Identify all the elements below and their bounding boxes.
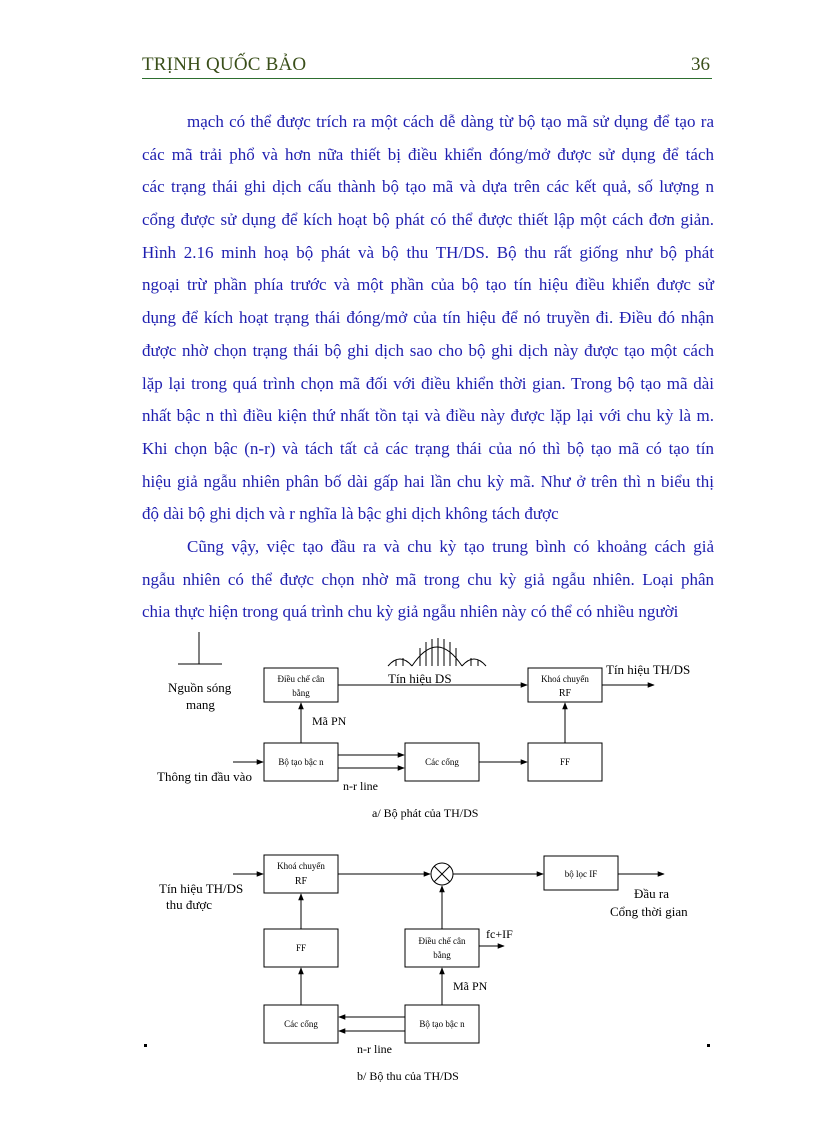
- tx-source-label: Nguồn sóng: [168, 680, 232, 695]
- text-line: Cũng vậy, việc tạo đầu ra và chu kỳ tạo trung bình có khoảng cách giả: [187, 536, 714, 556]
- text-line: ngẫu nhiên có thể được chọn nhờ mã trong chu kỳ giả ngẫu nhiên. Loại phân: [142, 569, 714, 589]
- text-line: hiệu giả ngẫu nhiên phân bố dài gấp hai lần chu kỳ mã. Như ở trên thì n biểu thị: [142, 471, 714, 491]
- transmitter-diagram: [178, 632, 654, 781]
- rx-modulator-label: Điều chế cân: [418, 936, 466, 946]
- page-number: 36: [691, 54, 710, 75]
- rx-output-label: Cổng thời gian: [610, 904, 688, 919]
- text-line: chia thực hiện trong quá trình chu kỳ giả ngẫu nhiên này có thể có nhiều người: [142, 602, 679, 622]
- rx-pn-code-label: Mã PN: [453, 979, 488, 993]
- tx-ds-signal-label: Tín hiệu DS: [388, 671, 452, 686]
- tx-ff-label: FF: [559, 757, 571, 767]
- rx-gates-label: Các cổng: [284, 1019, 318, 1029]
- text-line: ngoại trừ phần phía trước và một phần của bộ tạo tín hiệu điều khiển được sử: [142, 275, 714, 295]
- rx-rf-switch-label: RF: [294, 876, 308, 887]
- rx-if-filter-label: bộ lọc IF: [564, 869, 598, 879]
- tx-input-label: Thông tin đầu vào: [157, 769, 252, 784]
- rx-modulator-label: bằng: [433, 950, 451, 960]
- text-line: lặp lại trong quá trình chọn mã đối với điều khiển thời gian. Trong bộ tạo mã dài: [142, 373, 714, 393]
- rx-input-label: Tín hiệu TH/DS: [159, 881, 244, 896]
- margin-dot: [144, 1044, 147, 1047]
- tx-nr-line-label: n-r line: [343, 779, 378, 793]
- rx-ff-label: FF: [295, 943, 307, 953]
- ds-spectrum-icon: [388, 638, 486, 666]
- text-line: cổng được sử dụng để kích hoạt bộ phát có thể được thiết lập một cách đơn giản.: [142, 210, 714, 230]
- text-line: Khi chọn bậc (n-r) và tách tất cả các trạng thái của nó thì bộ tạo mã có tạo tín: [142, 438, 714, 458]
- text-line: mạch có thể được trích ra một cách dễ dàng từ bộ tạo mã sử dụng để tạo ra: [187, 112, 714, 131]
- tx-modulator-label: bằng: [292, 688, 310, 698]
- tx-pn-code-label: Mã PN: [312, 714, 347, 728]
- header-title: TRỊNH QUỐC BẢO: [142, 54, 307, 75]
- rx-output-label: Đầu ra: [634, 886, 670, 901]
- text-line: các mã trải phổ và hơn nữa thiết bị điều khiển đóng/mở được sử dụng để tách: [142, 144, 714, 164]
- margin-dot: [707, 1044, 710, 1047]
- rx-caption: b/ Bộ thu của TH/DS: [357, 1069, 459, 1083]
- tx-code-generator-label: Bộ tạo bậc n: [278, 757, 324, 767]
- text-line: các trạng thái ghi dịch cấu thành bộ tạo mã và dựa trên các kết quả, số lượng n: [142, 177, 714, 197]
- text-line: nhất bậc n thì điều kiện thứ nhất tồn tại và điều này được lặp lại với chu kỳ là m.: [142, 406, 714, 426]
- text-line: được nhờ chọn trạng thái bộ ghi dịch sao cho bộ ghi dịch này được tạo một cách: [142, 340, 714, 360]
- rx-modulator-box: [405, 929, 479, 967]
- text-line: độ dài bộ ghi dịch và r nghĩa là bậc ghi dịch không tách được: [142, 504, 559, 524]
- rx-nr-line-label: n-r line: [357, 1042, 392, 1056]
- rx-code-generator-label: Bộ tạo bậc n: [419, 1019, 465, 1029]
- tx-rf-switch-label: RF: [558, 688, 572, 699]
- tx-output-label: Tín hiệu TH/DS: [606, 662, 691, 677]
- tx-gates-label: Các cổng: [425, 757, 459, 767]
- rx-rf-switch-label: Khoá chuyển: [277, 861, 325, 871]
- tx-caption: a/ Bộ phát của TH/DS: [372, 806, 479, 820]
- tx-rf-switch-label: Khoá chuyển: [541, 674, 589, 684]
- rx-input-label: thu được: [166, 897, 213, 912]
- text-line: Hình 2.16 minh hoạ bộ phát và bộ thu TH/DS. Bộ thu rất giống như bộ phát: [142, 242, 714, 262]
- tx-modulator-label: Điều chế cân: [277, 674, 325, 684]
- text-line: dụng để kích hoạt trạng thái đóng/mở của tín hiệu để nó truyền đi. Điều đó nhận: [142, 308, 714, 328]
- tx-source-label: mang: [186, 697, 215, 712]
- rx-fc-if-label: fc+IF: [486, 927, 513, 941]
